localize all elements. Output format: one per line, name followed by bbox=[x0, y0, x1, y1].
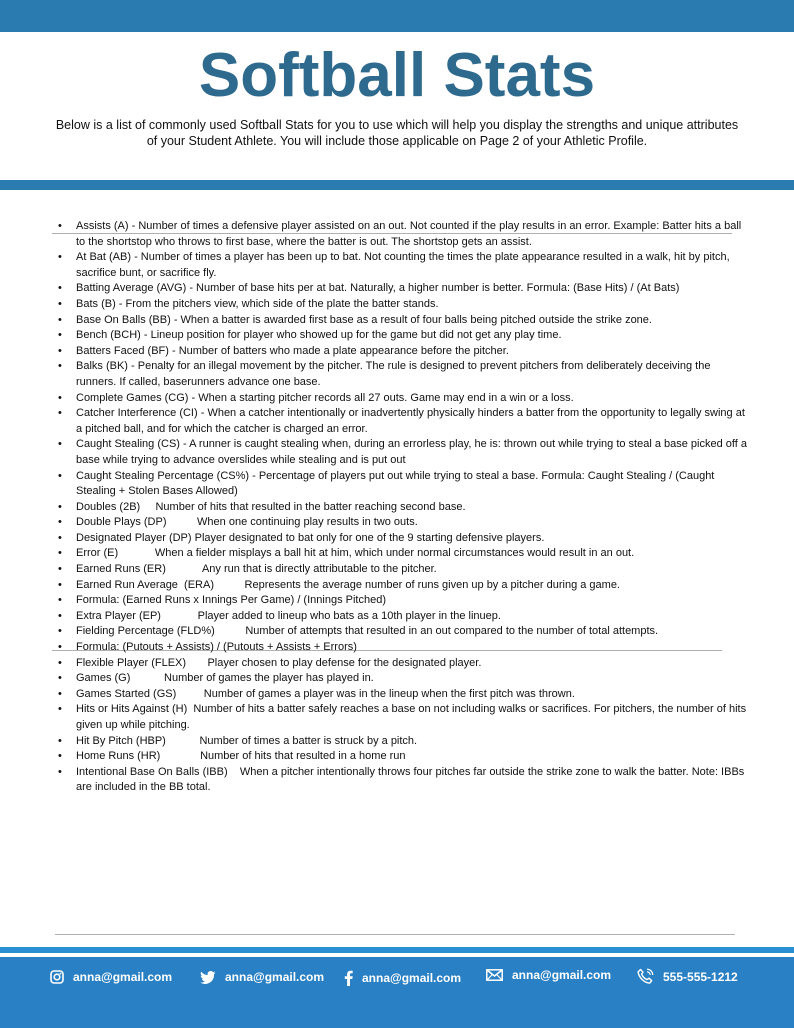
stat-term: Assists (A) - bbox=[76, 220, 139, 232]
stat-description: Number of times a batter is struck by a pitch. bbox=[199, 734, 418, 747]
stat-description: Number of hits a batter safely reaches a base on not including walks or sacrifices. For pitchers, the number of hits given up while pitching. bbox=[76, 703, 747, 731]
stat-term: At Bat (AB) - bbox=[76, 251, 141, 264]
stat-description: When a fielder misplays a ball hit at him, which under normal circumstances would result in an out. bbox=[154, 547, 635, 560]
bullet-glyph: • bbox=[58, 563, 62, 576]
twitter-icon bbox=[200, 971, 216, 984]
stat-item bbox=[58, 469, 748, 500]
bullet-glyph: • bbox=[58, 391, 62, 404]
stat-description: Number of batters who made a plate appearance before the pitcher. bbox=[178, 344, 509, 357]
stat-term: Hits or Hits Against (H) bbox=[76, 703, 194, 716]
stat-description: Number of games the player has played in. bbox=[164, 672, 374, 685]
phone-number: 555-555-1212 bbox=[663, 969, 738, 984]
stat-term: Earned Run Average (ERA) bbox=[76, 578, 245, 591]
bullet-glyph: • bbox=[58, 407, 62, 420]
stat-item bbox=[58, 328, 748, 344]
stat-description: A runner is caught stealing when, during an errorless play, he is: thrown out while trying to steal a base picked off a base while trying to advance overslides while stealing and is put out bbox=[76, 438, 747, 466]
bullet-glyph: • bbox=[58, 360, 62, 373]
stat-description: When a pitcher intentionally throws four pitches far outside the strike zone to walk the batter. Note: IBBs are included in the BB total. bbox=[76, 765, 745, 794]
bullet-glyph: • bbox=[58, 282, 62, 295]
stat-description: Any run that is directly attributable to the pitcher. bbox=[201, 563, 437, 576]
footer-contact-bar bbox=[0, 957, 794, 1028]
bullet-glyph: • bbox=[58, 251, 62, 264]
stat-item bbox=[58, 437, 748, 468]
stat-description: Number of times a defensive player assisted on an out. Not counted if the play results in an error. Example: Batter hits a ball to the shortstop who throws to first base, where the batter is out. The shortstop gets an assist. bbox=[76, 220, 742, 248]
stat-item bbox=[58, 702, 748, 733]
stat-term: Bench (BCH) - bbox=[76, 329, 151, 342]
stat-item bbox=[58, 531, 748, 547]
top-accent-bar bbox=[0, 0, 794, 32]
stat-description: When one continuing play results in two outs. bbox=[197, 516, 418, 529]
stat-term: Double Plays (DP) bbox=[76, 516, 198, 529]
facebook-handle: anna@gmail.com bbox=[362, 971, 462, 985]
stat-item bbox=[58, 313, 748, 329]
bullet-glyph: • bbox=[58, 578, 62, 591]
stat-item bbox=[58, 640, 748, 656]
stat-description: Lineup position for player who showed up for the game but did not get any play time. bbox=[150, 329, 562, 342]
bullet-glyph: • bbox=[58, 516, 62, 529]
footer-rule bbox=[55, 934, 735, 935]
stat-item bbox=[58, 281, 748, 297]
bullet-glyph: • bbox=[58, 765, 62, 778]
bullet-glyph: • bbox=[58, 297, 62, 310]
instagram-handle: anna@gmail.com bbox=[73, 970, 173, 984]
stat-item bbox=[58, 297, 748, 313]
phone-icon bbox=[637, 968, 654, 985]
envelope-icon bbox=[486, 969, 503, 981]
stat-term: Error (E) bbox=[76, 547, 155, 560]
stat-item bbox=[58, 578, 748, 594]
bullet-glyph: • bbox=[58, 220, 62, 232]
bullet-glyph: • bbox=[58, 687, 62, 700]
stat-item bbox=[58, 562, 748, 578]
stat-term: Base On Balls (BB) - bbox=[76, 313, 181, 326]
stat-description: Player chosen to play defense for the designated player. bbox=[207, 656, 482, 669]
bullet-glyph: • bbox=[58, 469, 62, 482]
page-title: Softball Stats bbox=[198, 41, 596, 110]
email-address: anna@gmail.com bbox=[512, 968, 612, 982]
stat-item bbox=[58, 734, 748, 750]
stat-term: Games Started (GS) bbox=[76, 687, 204, 700]
stat-term: Earned Runs (ER) bbox=[76, 563, 202, 576]
twitter-handle: anna@gmail.com bbox=[225, 970, 325, 984]
stat-term: Caught Stealing Percentage (CS%) - bbox=[76, 469, 259, 482]
stat-description: (Putouts + Assists) / (Putouts + Assists + Errors) bbox=[122, 641, 357, 654]
facebook-icon bbox=[344, 970, 353, 986]
stat-term: Home Runs (HR) bbox=[76, 750, 201, 763]
stat-description: Number of games a player was in the lineup when the first pitch was thrown. bbox=[203, 687, 575, 700]
stat-item bbox=[58, 671, 748, 687]
bullet-glyph: • bbox=[58, 734, 62, 747]
bullet-glyph: • bbox=[58, 672, 62, 685]
stat-item bbox=[58, 624, 748, 640]
stat-item bbox=[58, 219, 748, 250]
stat-item bbox=[58, 687, 748, 703]
stat-description: From the pitchers view, which side of the plate the batter stands. bbox=[125, 297, 439, 310]
stat-term: Bats (B) - bbox=[76, 297, 126, 310]
stat-description: (Earned Runs x Innings Per Game) / (Innings Pitched) bbox=[122, 594, 386, 607]
bullet-glyph: • bbox=[58, 703, 62, 716]
email-contact[interactable] bbox=[486, 968, 611, 982]
stat-description: Number of attempts that resulted in an out compared to the number of total attempts. bbox=[245, 625, 659, 638]
stat-term: Caught Stealing (CS) - bbox=[76, 438, 190, 451]
stat-description: When a batter is awarded first base as a result of four balls being pitched outside the strike zone. bbox=[180, 313, 652, 326]
bullet-glyph: • bbox=[58, 625, 62, 638]
stat-term: Balks (BK) - bbox=[76, 360, 138, 373]
footer-accent-bar bbox=[0, 947, 794, 953]
stat-item bbox=[58, 500, 748, 516]
stat-term: Formula: bbox=[76, 594, 123, 607]
instagram-contact[interactable] bbox=[50, 970, 172, 984]
stat-item bbox=[58, 515, 748, 531]
stat-item bbox=[58, 765, 748, 796]
stat-term: Intentional Base On Balls (IBB) bbox=[76, 765, 240, 778]
bullet-glyph: • bbox=[58, 531, 62, 544]
stat-term: Doubles (2B) bbox=[76, 500, 156, 513]
bullet-glyph: • bbox=[58, 656, 62, 669]
stat-description: Percentage of players put out while trying to steal a base. Formula: Caught Stealing / (Caught Stealing + Stolen Bases Allowed) bbox=[76, 469, 715, 498]
stat-item bbox=[58, 250, 748, 281]
twitter-contact[interactable] bbox=[200, 970, 324, 984]
header-divider-bar bbox=[0, 180, 794, 190]
stat-term: Formula: bbox=[76, 641, 123, 654]
facebook-contact[interactable] bbox=[344, 970, 461, 986]
stats-list bbox=[58, 219, 748, 796]
stat-item bbox=[58, 359, 748, 390]
stat-term: Extra Player (EP) bbox=[76, 609, 198, 622]
bullet-glyph: • bbox=[58, 750, 62, 763]
instagram-icon bbox=[50, 970, 64, 984]
stat-term: Batting Average (AVG) - bbox=[76, 282, 197, 295]
phone-contact[interactable] bbox=[637, 968, 738, 985]
stat-description: When a starting pitcher records all 27 outs. Game may end in a win or a loss. bbox=[198, 391, 574, 404]
stat-item bbox=[58, 593, 748, 609]
stat-description: Penalty for an illegal movement by the pitcher. The rule is designed to prevent pitchers from deliberately deceiving the runners. If called, baserunners advance one base. bbox=[76, 360, 711, 388]
stat-description: Number of hits that resulted in a home run bbox=[200, 750, 406, 763]
bullet-glyph: • bbox=[58, 313, 62, 326]
stat-term: Designated Player (DP) bbox=[76, 531, 195, 544]
stat-item bbox=[58, 656, 748, 672]
bullet-glyph: • bbox=[58, 344, 62, 357]
bullet-glyph: • bbox=[58, 547, 62, 560]
stat-description: Number of times a player has been up to bat. Not counting the times the plate appearance resulted in a walk, hit by pitch, sacrifice bunt, or sacrifice fly. bbox=[76, 251, 730, 279]
stat-item bbox=[58, 546, 748, 562]
bullet-glyph: • bbox=[58, 609, 62, 622]
bullet-glyph: • bbox=[58, 500, 62, 513]
stat-description: When a catcher intentionally or inadvertently physically hinders a batter from the opportunity to legally swing at a pitched ball, and for which the catcher is charged an error. bbox=[76, 407, 745, 435]
bullet-glyph: • bbox=[58, 438, 62, 451]
stat-term: Batters Faced (BF) - bbox=[76, 344, 179, 357]
intro-paragraph: Below is a list of commonly used Softball Stats for you to use which will help you display the strengths and unique attributes of your Student Athlete. You will include those applicable on Page 2 of your Athletic Profile. bbox=[55, 118, 739, 148]
stat-term: Catcher Interference (CI) - bbox=[76, 407, 208, 420]
stat-term: Complete Games (CG) - bbox=[76, 391, 199, 404]
stat-description: Player added to lineup who bats as a 10th player in the linuep. bbox=[197, 609, 501, 622]
stat-description: Represents the average number of runs given up by a pitcher during a game. bbox=[244, 578, 620, 591]
stat-item bbox=[58, 609, 748, 625]
stat-description: Number of hits that resulted in the batter reaching second base. bbox=[155, 500, 466, 513]
stat-term: Games (G) bbox=[76, 672, 165, 685]
bullet-glyph: • bbox=[58, 641, 62, 654]
stat-term: Hit By Pitch (HBP) bbox=[76, 734, 200, 747]
stat-term: Flexible Player (FLEX) bbox=[76, 656, 208, 669]
stat-description: Player designated to bat only for one of the 9 starting defensive players. bbox=[194, 531, 545, 544]
stat-item bbox=[58, 749, 748, 765]
stat-description: Number of base hits per at bat. Naturally, a higher number is better. Formula: (Base Hits) / (At Bats) bbox=[196, 282, 680, 295]
bullet-glyph: • bbox=[58, 594, 62, 607]
stat-item bbox=[58, 391, 748, 407]
bullet-glyph: • bbox=[58, 329, 62, 342]
stat-item bbox=[58, 406, 748, 437]
stat-term: Fielding Percentage (FLD%) bbox=[76, 625, 246, 638]
stat-item bbox=[58, 344, 748, 360]
